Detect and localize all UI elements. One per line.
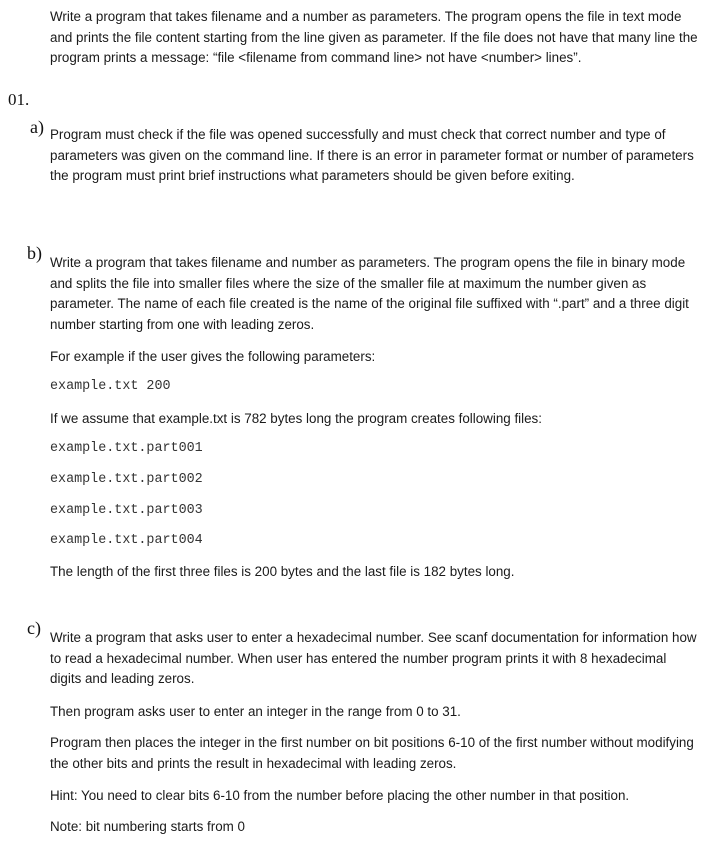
part-c-note: Note: bit numbering starts from 0 — [50, 819, 245, 834]
part-c-intro: Write a program that asks user to enter a hexadecimal number. See scanf documentation for information how to read a hexadecimal number. When user has entered the number program prints it with 8 hexadecimal digits and leading zeros. — [50, 630, 697, 687]
part-b-file-2: example.txt.part002 — [50, 472, 203, 487]
part-b-file-3: example.txt.part003 — [50, 503, 203, 518]
intro-paragraph: Write a program that takes filename and a number as parameters. The program opens the file in text mode and prints the file content starting from the line given as parameter. If the file does not have that many line the program prints a message: “file <filename from command line> not have <number> lines”. — [50, 9, 698, 66]
part-c-range: Then program asks user to enter an integer in the range from 0 to 31. — [50, 704, 461, 719]
part-a-label: a) — [30, 117, 44, 137]
part-b-file-1: example.txt.part001 — [50, 441, 203, 456]
part-c-label: c) — [27, 618, 41, 638]
part-b-example-intro: For example if the user gives the following parameters: — [50, 349, 376, 364]
part-b-file-4: example.txt.part004 — [50, 533, 203, 548]
part-b-command: example.txt 200 — [50, 379, 171, 394]
part-b-length-note: The length of the first three files is 200 bytes and the last file is 182 bytes long. — [50, 564, 515, 579]
part-a-text: Program must check if the file was opened successfully and must check that correct number and type of parameters was given on the command line. If there is an error in parameter format or number of parameters the program must print brief instructions what parameters should be given before exiting. — [50, 127, 694, 184]
part-c-placement: Program then places the integer in the first number on bit positions 6-10 of the first number without modifying the other bits and prints the result in hexadecimal with leading zeros. — [50, 735, 694, 771]
part-b-label: b) — [27, 243, 42, 263]
part-b-assumption: If we assume that example.txt is 782 bytes long the program creates following files: — [50, 411, 542, 426]
exercise-number: 01. — [8, 90, 30, 109]
part-b-intro: Write a program that takes filename and number as parameters. The program opens the file in binary mode and splits the file into smaller files where the size of the smaller file at maximum the number given as parameter. The name of each file created is the name of the original file suffixed with “.part” and a three digit number starting from one with leading zeros. — [50, 255, 689, 332]
part-c-hint: Hint: You need to clear bits 6-10 from the number before placing the other number in that position. — [50, 788, 630, 803]
